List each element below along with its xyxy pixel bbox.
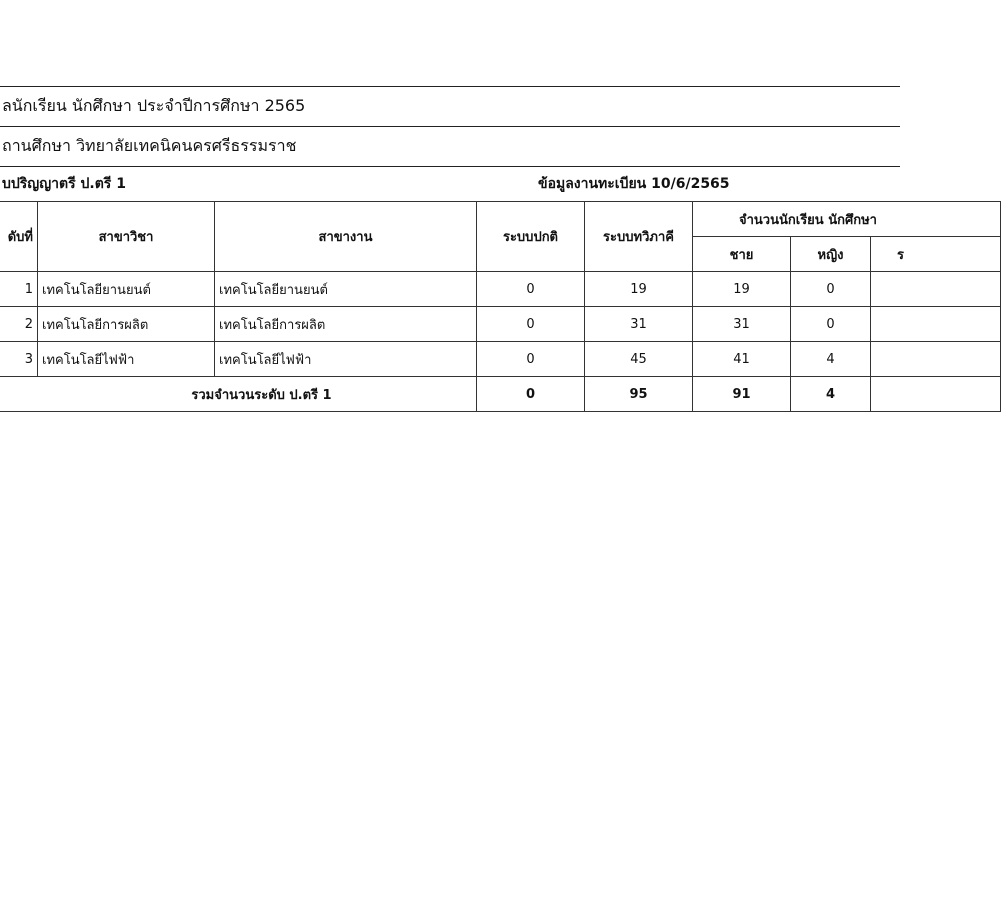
cell-dual: 45 bbox=[585, 342, 693, 377]
data-date-text: ข้อมูลงานทะเบียน 10/6/2565 bbox=[538, 176, 730, 192]
cell-regular: 0 bbox=[477, 272, 585, 307]
table-total-row bbox=[0, 377, 1001, 412]
cell-dual: 19 bbox=[585, 272, 693, 307]
total-label: รวมจำนวนระดับ ป.ตรี 1 bbox=[0, 377, 477, 412]
header-female: หญิง bbox=[791, 237, 871, 272]
header-no: ดับที่ bbox=[0, 202, 38, 272]
cell-regular: 0 bbox=[477, 307, 585, 342]
table-row bbox=[0, 307, 1001, 342]
institution-text: ถานศึกษา วิทยาลัยเทคนิคนครศรีธรรมราช bbox=[2, 136, 297, 155]
cell-dual: 31 bbox=[585, 307, 693, 342]
total-dual: 95 bbox=[585, 377, 693, 412]
institution-row bbox=[0, 126, 900, 166]
total-extra bbox=[871, 377, 1001, 412]
total-regular: 0 bbox=[477, 377, 585, 412]
cell-no: 2 bbox=[0, 307, 38, 342]
cell-male: 19 bbox=[693, 272, 791, 307]
level-row bbox=[0, 166, 900, 202]
header-regular: ระบบปกติ bbox=[477, 202, 585, 272]
table-row bbox=[0, 342, 1001, 377]
total-female: 4 bbox=[791, 377, 871, 412]
cell-male: 31 bbox=[693, 307, 791, 342]
header-major: สาขาวิชา bbox=[38, 202, 215, 272]
header-dual: ระบบทวิภาคี bbox=[585, 202, 693, 272]
header-program: สาขางาน bbox=[215, 202, 477, 272]
cell-female: 0 bbox=[791, 307, 871, 342]
cell-major: เทคโนโลยีการผลิต bbox=[38, 307, 215, 342]
cell-program: เทคโนโลยียานยนต์ bbox=[215, 272, 477, 307]
total-male: 91 bbox=[693, 377, 791, 412]
table-row bbox=[0, 272, 1001, 307]
cell-major: เทคโนโลยียานยนต์ bbox=[38, 272, 215, 307]
cell-no: 1 bbox=[0, 272, 38, 307]
cell-extra bbox=[871, 272, 1001, 307]
cell-program: เทคโนโลยีไฟฟ้า bbox=[215, 342, 477, 377]
cell-regular: 0 bbox=[477, 342, 585, 377]
cell-major: เทคโนโลยีไฟฟ้า bbox=[38, 342, 215, 377]
document-title-text: ลนักเรียน นักศึกษา ประจำปีการศึกษา 2565 bbox=[2, 96, 306, 115]
header-male: ชาย bbox=[693, 237, 791, 272]
cell-no: 3 bbox=[0, 342, 38, 377]
cell-male: 41 bbox=[693, 342, 791, 377]
header-extra: ร bbox=[871, 237, 1001, 272]
table-header-row bbox=[0, 202, 1001, 237]
cell-extra bbox=[871, 342, 1001, 377]
student-count-table bbox=[0, 201, 1001, 412]
cell-female: 4 bbox=[791, 342, 871, 377]
cell-extra bbox=[871, 307, 1001, 342]
cell-female: 0 bbox=[791, 272, 871, 307]
header-students-group-text: จำนวนนักเรียน นักศึกษา bbox=[739, 212, 877, 228]
level-text: บปริญญาตรี ป.ตรี 1 bbox=[2, 176, 126, 192]
cell-program: เทคโนโลยีการผลิต bbox=[215, 307, 477, 342]
document-title bbox=[0, 86, 900, 126]
header-students-group bbox=[693, 202, 1001, 237]
